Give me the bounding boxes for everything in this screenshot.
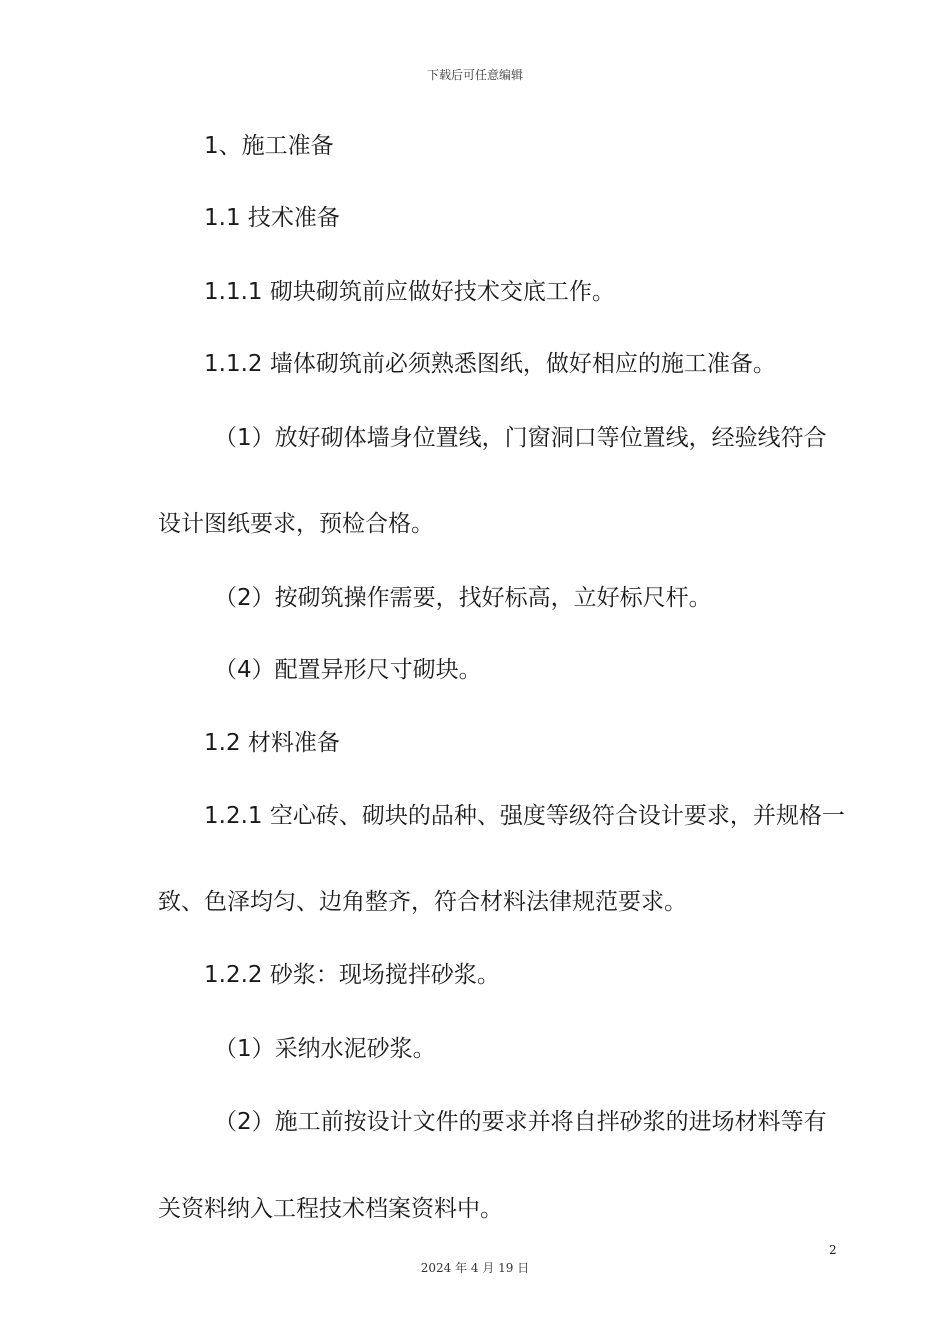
paragraph: 1.1.1 砌块砌筑前应做好技术交底工作。	[204, 279, 615, 305]
paragraph: （1）采纳水泥砂浆。	[214, 1036, 436, 1062]
page-header: 下载后可任意编辑	[426, 68, 523, 82]
paragraph: （2）施工前按设计文件的要求并将自拌砂浆的进场材料等有	[214, 1109, 827, 1135]
paragraph-continuation: 致、色泽均匀、边角整齐，符合材料法律规范要求。	[158, 889, 687, 915]
section-heading: 1、施工准备	[204, 133, 334, 159]
paragraph: 1.2.2 砂浆：现场搅拌砂浆。	[204, 962, 500, 988]
paragraph: （4）配置异形尺寸砌块。	[214, 657, 482, 683]
page-number: 2	[829, 1243, 837, 1257]
paragraph: 1.2.1 空心砖、砌块的品种、强度等级符合设计要求，并规格一	[204, 803, 845, 829]
paragraph: （1）放好砌体墙身位置线，门窗洞口等位置线，经验线符合	[214, 425, 827, 451]
subsection-heading: 1.2 材料准备	[204, 730, 340, 756]
paragraph-continuation: 关资料纳入工程技术档案资料中。	[158, 1196, 503, 1222]
page-footer-date: 2024 年 4 月 19 日	[420, 1261, 530, 1275]
paragraph-continuation: 设计图纸要求，预检合格。	[158, 511, 434, 537]
subsection-heading: 1.1 技术准备	[204, 205, 340, 231]
paragraph: （2）按砌筑操作需要，找好标高，立好标尺杆。	[214, 585, 712, 611]
paragraph: 1.1.2 墙体砌筑前必须熟悉图纸，做好相应的施工准备。	[204, 351, 776, 377]
